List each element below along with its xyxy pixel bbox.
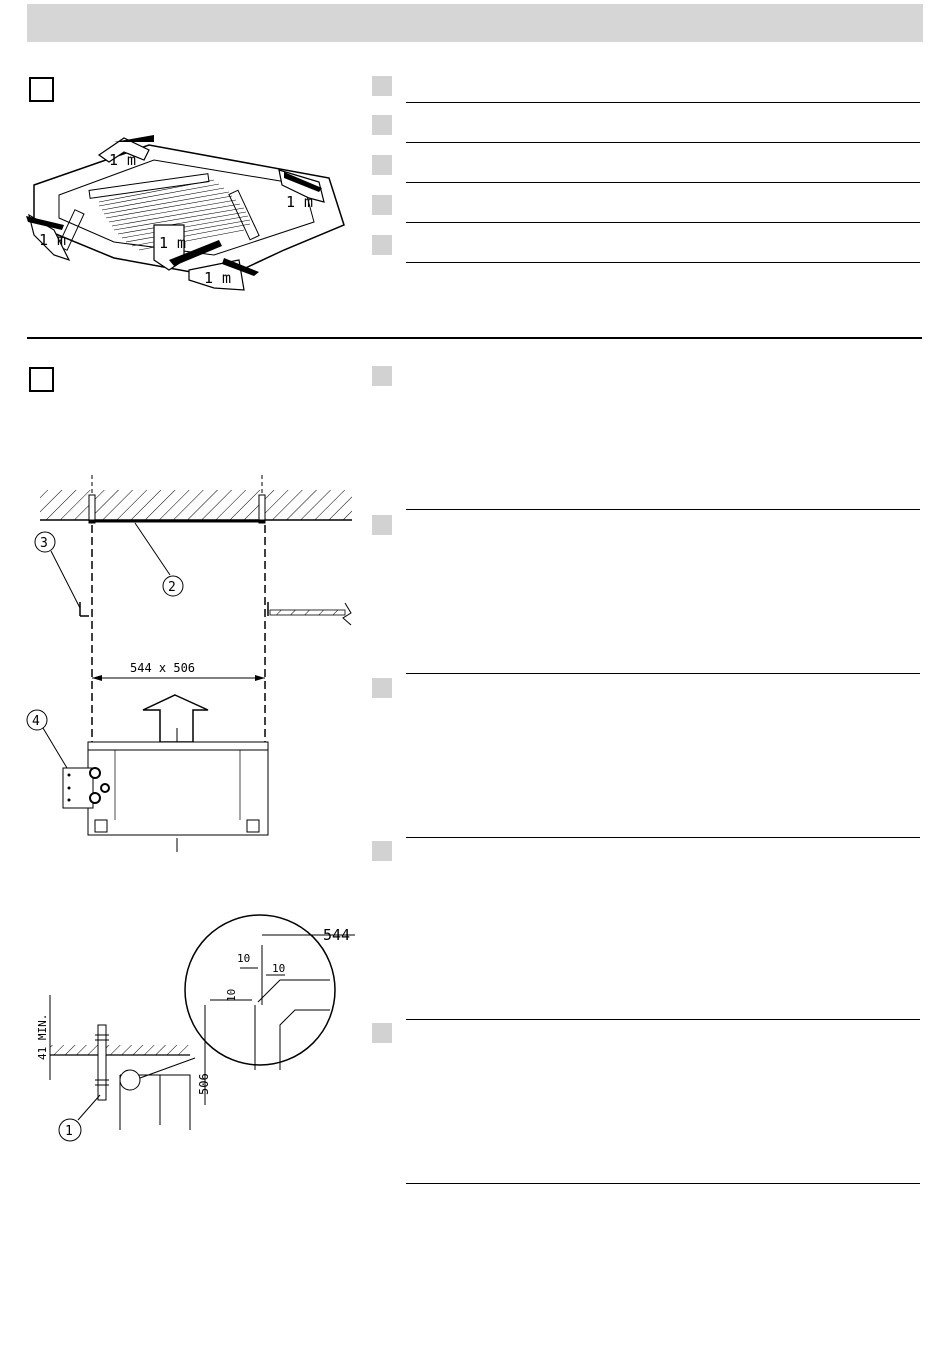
section-marker-1: [29, 77, 54, 102]
text-line: [406, 673, 920, 674]
clearance-label-left: 1 m: [39, 231, 67, 249]
step-marker: [372, 155, 392, 175]
callout-4: 4: [32, 714, 40, 729]
step-marker: [372, 841, 392, 861]
clearance-label-right: 1 m: [286, 193, 314, 211]
clearance-label-center: 1 m: [159, 234, 187, 252]
detail-dim-544: 544: [323, 926, 351, 944]
cassette-drawing: [14, 130, 354, 300]
text-line: [406, 102, 920, 103]
text-line: [406, 1019, 920, 1020]
cassette-clearance-figure: [14, 130, 354, 300]
detail-dim-506: 506: [197, 1073, 211, 1095]
step-marker: [372, 366, 392, 386]
detail-offset-b: 10: [272, 962, 286, 975]
text-line: [406, 142, 920, 143]
ceiling-opening-drawing: [25, 470, 365, 860]
step-marker: [372, 678, 392, 698]
text-line: [406, 837, 920, 838]
step-marker: [372, 195, 392, 215]
step-marker: [372, 1023, 392, 1043]
text-line: [406, 222, 920, 223]
step-marker: [372, 235, 392, 255]
detail-offset-a: 10: [237, 952, 251, 965]
step-marker: [372, 115, 392, 135]
min-clearance: 41 MIN.: [36, 1013, 49, 1060]
text-line: [406, 509, 920, 510]
section-divider: [27, 337, 922, 339]
section-marker-2: [29, 367, 54, 392]
callout-1: 1: [65, 1124, 73, 1139]
opening-dimension: 544 x 506: [130, 661, 196, 675]
callout-2: 2: [168, 580, 176, 595]
text-line: [406, 262, 920, 263]
text-line: [406, 1183, 920, 1184]
header-bar: [27, 4, 923, 42]
detail-offset-c: 10: [225, 988, 238, 1002]
step-marker: [372, 76, 392, 96]
clearance-label-top: 1 m: [109, 151, 137, 169]
clearance-label-bottom: 1 m: [204, 269, 232, 287]
callout-3: 3: [40, 536, 48, 551]
step-marker: [372, 515, 392, 535]
detail-drawing: [36, 910, 370, 1180]
detail-figure: [36, 910, 370, 1180]
ceiling-opening-figure: [25, 470, 365, 860]
text-line: [406, 182, 920, 183]
